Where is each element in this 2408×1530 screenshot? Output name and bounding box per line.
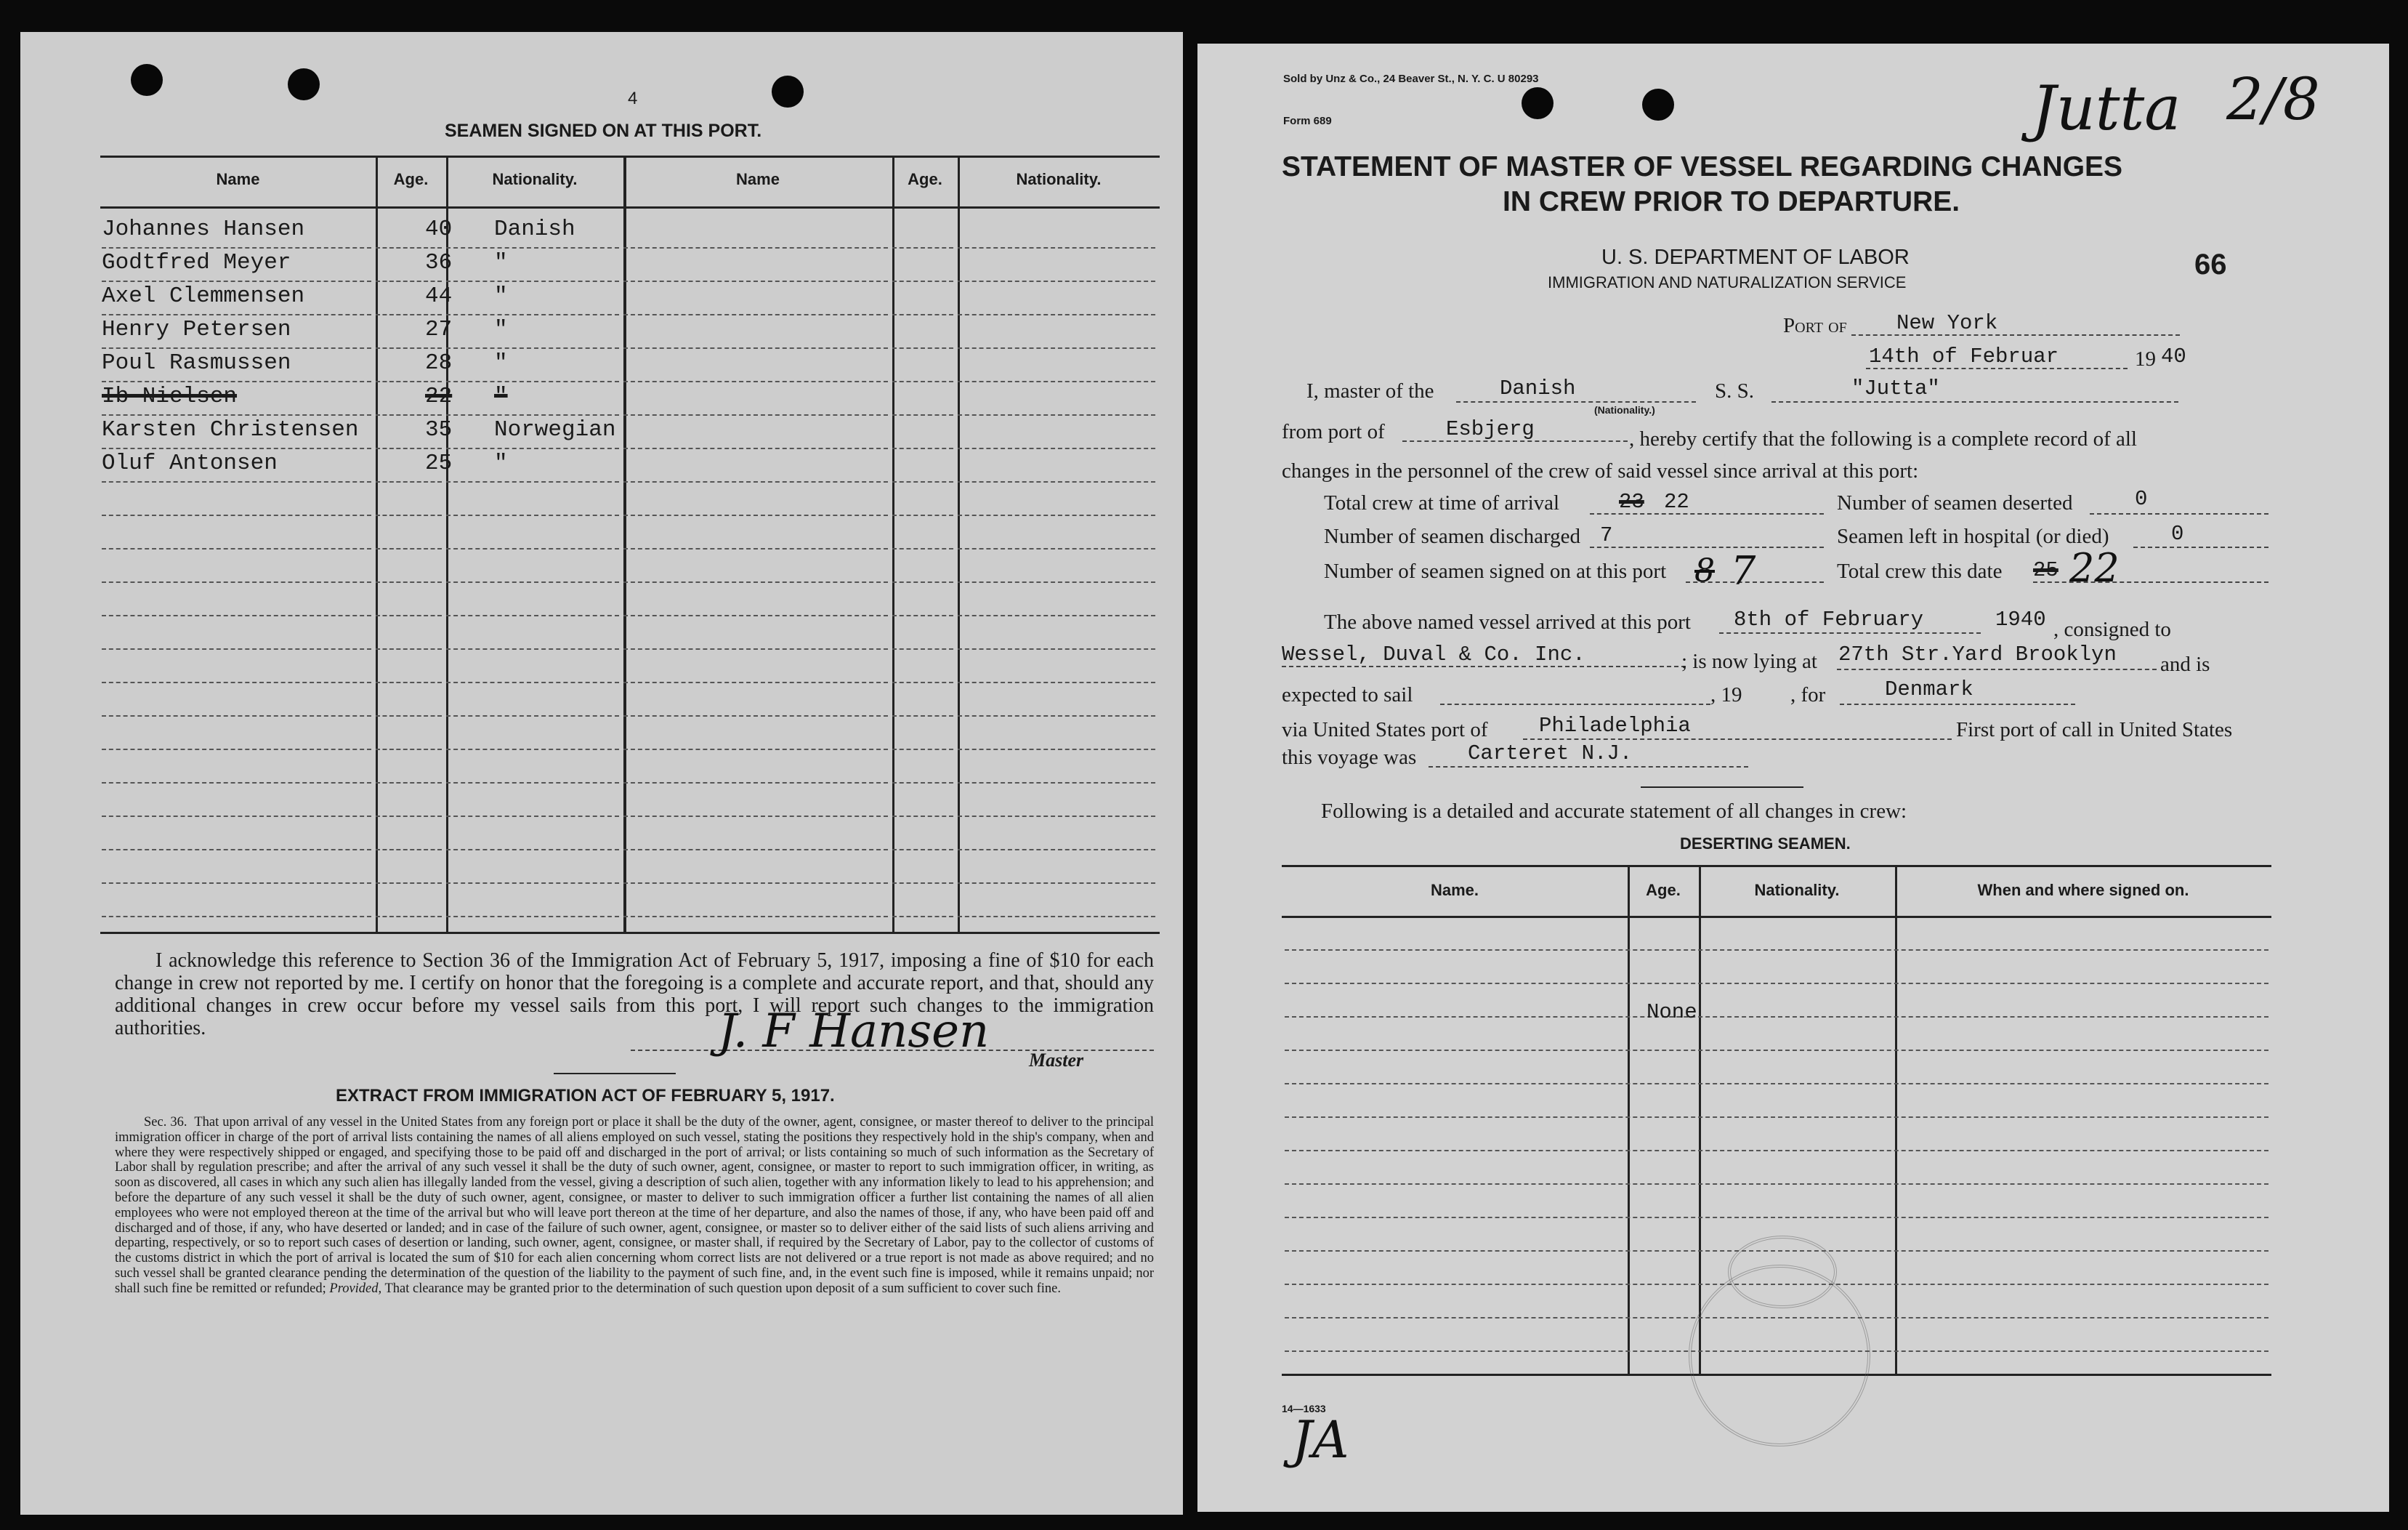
crew-name: Oluf Antonsen: [102, 451, 278, 476]
crew-age: 35: [425, 417, 453, 443]
row-rule: [376, 816, 442, 817]
form-title-2: IN CREW PRIOR TO DEPARTURE.: [1503, 186, 1960, 217]
port-value: New York: [1896, 311, 1998, 335]
row-rule: [446, 515, 619, 516]
total-this-date-label: Total crew this date: [1837, 560, 2003, 583]
crew-name: Karsten Christensen: [102, 417, 359, 443]
voyage-line: [1429, 766, 1748, 768]
row-rule: [446, 648, 619, 650]
row-rule: [958, 314, 1155, 315]
handwritten-ship-name: Jutta: [2032, 73, 2181, 144]
extract-text: [115, 1115, 1154, 1297]
row-rule: [892, 715, 953, 717]
row-rule: [892, 448, 953, 449]
row-rule: [958, 247, 1155, 249]
via-line: [1523, 738, 1952, 740]
port-label: Port of: [1783, 314, 1847, 337]
total-crew-arrival-struck: 23: [1619, 490, 1644, 514]
date-value: 14th of Februar: [1869, 345, 2059, 369]
row-rule: [958, 347, 1155, 349]
row-rule: [958, 882, 1155, 884]
row-rule: [892, 916, 953, 917]
table-divider: [1895, 865, 1897, 1374]
for-value: Denmark: [1885, 677, 1973, 701]
row-rule: [892, 347, 953, 349]
acknowledgement: I acknowledge this reference to Section 36 of the Immigration Act of February 5, 1917, imposing a fine of $10 for each change in crew not reported by me. I certify on honor that the foregoing is a complete and accurate report, and that, should any additional changes in crew occur before my vessel sails from this port, I will report such changes to the immigration authorities.: [115, 949, 1154, 1039]
row-rule: [958, 916, 1155, 917]
crew-nationality: Danish: [494, 217, 575, 242]
hospital-label: Seamen left in hospital (or died): [1837, 525, 2109, 548]
row-rule: [623, 448, 888, 449]
crew-nationality: Norwegian: [494, 417, 616, 443]
count-line: [2133, 547, 2268, 548]
row-rule: [623, 782, 888, 784]
row-rule: [1285, 949, 2268, 951]
row-rule: [1285, 1016, 2268, 1018]
row-rule: [892, 481, 953, 483]
initials: JA: [1292, 1410, 1349, 1470]
row-rule: [958, 381, 1155, 382]
row-rule: [102, 749, 371, 750]
crew-row: [102, 214, 639, 247]
master-label: Master: [1029, 1050, 1084, 1071]
row-rule: [376, 581, 442, 583]
row-rule: [958, 548, 1155, 549]
via-label: via United States port of: [1282, 718, 1488, 741]
row-rule: [376, 481, 442, 483]
row-rule: [1285, 1150, 2268, 1151]
row-rule: [1285, 1217, 2268, 1218]
row-rule: [1285, 1083, 2268, 1084]
col-age-2: Age.: [908, 170, 942, 188]
lying-label: ; is now lying at: [1681, 650, 1817, 673]
consigned-label: , consigned to: [2053, 618, 2171, 641]
count-line: [1590, 547, 1824, 548]
crew-age: 22: [425, 384, 453, 409]
row-rule: [892, 849, 953, 850]
lying-line: [1837, 669, 2157, 670]
row-rule: [446, 682, 619, 683]
nationality-caption: (Nationality.): [1594, 404, 1655, 416]
row-rule: [892, 414, 953, 416]
row-rule: [958, 849, 1155, 850]
total-crew-arrival-label: Total crew at time of arrival: [1324, 491, 1560, 515]
punch-hole: [131, 64, 163, 96]
extract-tail: That clearance may be granted prior to the determination of such question upon deposit of a sum sufficient to cover such fine.: [384, 1281, 1061, 1296]
row-rule: [958, 816, 1155, 817]
table-rule: [100, 206, 1160, 209]
signed-on-struck: 8: [1694, 552, 1715, 589]
row-rule: [892, 247, 953, 249]
crew-row: [102, 414, 639, 448]
row-rule: [892, 581, 953, 583]
row-rule: [446, 715, 619, 717]
for-line: [1840, 704, 2075, 705]
row-rule: [958, 682, 1155, 683]
crew-name: Johannes Hansen: [102, 217, 305, 242]
row-rule: [1285, 1116, 2268, 1118]
footer-code: 14—1633: [1282, 1403, 1326, 1414]
crew-row: [102, 314, 639, 347]
row-rule: [102, 849, 371, 850]
col-nationality: Nationality.: [492, 170, 578, 188]
row-rule: [102, 481, 371, 483]
row-rule: [958, 615, 1155, 616]
sail-line: [1440, 704, 1710, 705]
row-rule: [376, 749, 442, 750]
col-nationality-2: Nationality.: [1016, 170, 1102, 188]
desert-col-name: Name.: [1430, 881, 1479, 899]
row-rule: [958, 749, 1155, 750]
desert-col-nationality: Nationality.: [1754, 881, 1840, 899]
row-rule: [1285, 1183, 2268, 1185]
nationality-line: [1456, 401, 1696, 403]
row-rule: [623, 515, 888, 516]
col-age: Age.: [393, 170, 429, 188]
table-rule: [1282, 865, 2271, 867]
left-page: [20, 32, 1183, 1515]
row-rule: [892, 548, 953, 549]
from-port-label: from port of: [1282, 420, 1385, 443]
crew-nationality: ": [494, 283, 508, 309]
year-prefix: 19: [2135, 347, 2156, 371]
row-rule: [446, 816, 619, 817]
row-rule: [376, 882, 442, 884]
crew-nationality: ": [494, 451, 508, 476]
extract-provided: Provided,: [329, 1281, 382, 1296]
crew-age: 27: [425, 317, 453, 342]
deserted-label: Number of seamen deserted: [1837, 491, 2073, 515]
document-number: 66: [2194, 249, 2227, 281]
row-rule: [958, 581, 1155, 583]
row-rule: [623, 314, 888, 315]
certify-text: , hereby certify that the following is a complete record of all: [1629, 427, 2137, 451]
master-signature: J. F Hansen: [718, 1004, 990, 1058]
row-rule: [892, 749, 953, 750]
ship-name: "Jutta": [1851, 377, 1940, 400]
none-entry: None: [1647, 1000, 1697, 1024]
crew-row: [102, 247, 639, 281]
row-rule: [623, 381, 888, 382]
row-rule: [623, 648, 888, 650]
row-rule: [892, 882, 953, 884]
row-rule: [446, 548, 619, 549]
crew-row: [102, 448, 639, 481]
crew-age: 40: [425, 217, 453, 242]
table-rule: [100, 156, 1160, 158]
row-rule: [446, 916, 619, 917]
ship-line: [1771, 401, 2178, 403]
row-rule: [1285, 1050, 2268, 1051]
row-rule: [446, 782, 619, 784]
row-rule: [958, 448, 1155, 449]
ss-label: S. S.: [1715, 379, 1755, 403]
row-rule: [102, 682, 371, 683]
vessel-nationality: Danish: [1500, 377, 1576, 400]
table-divider: [1699, 865, 1701, 1374]
certify-text-2: changes in the personnel of the crew of said vessel since arrival at this port:: [1282, 459, 1919, 483]
count-line: [2033, 581, 2268, 583]
row-rule: [623, 481, 888, 483]
row-rule: [892, 682, 953, 683]
arrived-year: 1940: [1995, 608, 2046, 632]
and-is: and is: [2160, 653, 2210, 676]
desert-col-age: Age.: [1646, 881, 1681, 899]
total-crew-arrival-value: 22: [1664, 490, 1689, 514]
row-rule: [892, 816, 953, 817]
row-rule: [102, 615, 371, 616]
row-rule: [102, 715, 371, 717]
row-rule: [958, 414, 1155, 416]
punch-hole: [1642, 89, 1674, 121]
row-rule: [958, 515, 1155, 516]
col-name-2: Name: [736, 170, 780, 188]
punch-hole: [772, 76, 804, 108]
row-rule: [623, 682, 888, 683]
row-rule: [892, 381, 953, 382]
total-this-date-value: 22: [2069, 545, 2120, 591]
row-rule: [376, 715, 442, 717]
row-rule: [623, 281, 888, 282]
crew-age: 36: [425, 250, 453, 275]
row-rule: [376, 916, 442, 917]
row-rule: [446, 615, 619, 616]
row-rule: [102, 648, 371, 650]
divider: [1641, 786, 1803, 788]
service: IMMIGRATION AND NATURALIZATION SERVICE: [1548, 273, 1907, 291]
crew-nationality: ": [494, 250, 508, 275]
crew-age: 28: [425, 350, 453, 376]
count-line: [2090, 513, 2268, 515]
page-number: 4: [628, 89, 638, 108]
hospital-value: 0: [2171, 522, 2184, 546]
row-rule: [102, 916, 371, 917]
row-rule: [623, 414, 888, 416]
form-number: Form 689: [1283, 115, 1332, 127]
row-rule: [376, 849, 442, 850]
crew-age: 44: [425, 283, 453, 309]
lying-value: 27th Str.Yard Brooklyn: [1838, 643, 2117, 667]
stamp: [1728, 1236, 1837, 1308]
for-label: , for: [1790, 683, 1826, 706]
crew-name: Ib Nielsen: [102, 384, 238, 409]
row-rule: [376, 682, 442, 683]
punch-hole: [1522, 87, 1554, 119]
col-name: Name: [216, 170, 260, 188]
voyage-label: this voyage was: [1282, 746, 1417, 769]
signed-on-label: Number of seamen signed on at this port: [1324, 560, 1667, 583]
right-page: [1197, 44, 2389, 1512]
crew-name: Henry Petersen: [102, 317, 291, 342]
punch-hole: [288, 68, 320, 100]
year-value: 40: [2161, 345, 2186, 369]
crew-name: Godtfred Meyer: [102, 250, 291, 275]
arrived-value: 8th of February: [1734, 608, 1924, 632]
row-rule: [376, 648, 442, 650]
deserted-value: 0: [2135, 487, 2148, 511]
from-port-value: Esbjerg: [1446, 417, 1535, 441]
row-rule: [446, 749, 619, 750]
row-rule: [376, 782, 442, 784]
row-rule: [892, 314, 953, 315]
department: U. S. DEPARTMENT OF LABOR: [1601, 246, 1910, 269]
extract-body: That upon arrival of any vessel in the United States from any foreign port or place it shall be the duty of the owner, agent, consignee, or master thereof to deliver to the principal immigration officer in charge of the port of arrival lists containing the names of all aliens employed on such vessel, stating the positions they respectively hold in the ship's company, when and where they were respectively shipped or engaged, and specifying those to be paid off and discharged in the port of arrival; or lists containing so much of such information as the Secretary of Labor shall by regulation prescribe; and after the arrival of any such vessel it shall be the duty of such owner, agent, consignee, or master to report to such immigration officer, in writing, as soon as discovered, all cases in which any such alien has illegally landed from the vessel, giving a description of such alien, together with any information likely to lead to his apprehension; and before the departure of any such vessel it shall be the duty of such owner, agent, consignee, or master to deliver to such immigration officer a further list containing the names of all alien employees who were not employed thereon at the time of the arrival but who will leave port thereon at the time of her departure, and also the names of those, if any, who have been paid off and discharged and of those, if any, who have deserted or landed; and in case of the failure of such owner, agent, consignee, or master so to deliver either of the said lists of such aliens arriving and departing, respectively, or so to report such cases of desertion or landing, such owner, agent, consignee, or master shall, if required by the Secretary of Labor, pay to the collector of customs of the customs district in which the port of arrival is located the sum of $10 for each alien concerning whom correct lists are not delivered or a true report is not made as above required; and no such vessel shall be granted clearance pending the determination of the question of the liability to the payment of such fine, and, in the event such fine is imposed, while it remains unpaid; nor shall such fine be remitted or refunded;: [115, 1115, 1154, 1296]
voyage-value: Carteret N.J.: [1468, 741, 1633, 765]
row-rule: [102, 816, 371, 817]
discharged-value: 7: [1600, 523, 1613, 547]
row-rule: [623, 247, 888, 249]
row-rule: [623, 882, 888, 884]
row-rule: [623, 715, 888, 717]
discharged-label: Number of seamen discharged: [1324, 525, 1580, 548]
deserting-title: DESERTING SEAMEN.: [1680, 834, 1851, 853]
signed-on-value: 7: [1731, 548, 1756, 594]
extract-title: EXTRACT FROM IMMIGRATION ACT OF FEBRUARY 5, 1917.: [336, 1086, 835, 1106]
crew-name: Axel Clemmensen: [102, 283, 305, 309]
crew-nationality: ": [494, 350, 508, 376]
crew-age: 25: [425, 451, 453, 476]
arrived-line: [1719, 632, 1981, 634]
row-rule: [102, 782, 371, 784]
row-rule: [623, 916, 888, 917]
row-rule: [446, 481, 619, 483]
crew-row: [102, 347, 639, 381]
crew-name: Poul Rasmussen: [102, 350, 291, 376]
total-this-date-struck: 25: [2033, 558, 2058, 582]
divider: [554, 1073, 676, 1074]
row-rule: [102, 581, 371, 583]
row-rule: [102, 515, 371, 516]
row-rule: [446, 882, 619, 884]
row-rule: [623, 581, 888, 583]
row-rule: [623, 347, 888, 349]
row-rule: [446, 849, 619, 850]
row-rule: [376, 515, 442, 516]
extract-sec: Sec. 36.: [144, 1115, 187, 1130]
sail-label: expected to sail: [1282, 683, 1413, 706]
row-rule: [376, 548, 442, 549]
row-rule: [892, 782, 953, 784]
row-rule: [1285, 983, 2268, 984]
handwritten-number: 2/8: [2226, 65, 2320, 133]
table-rule: [1282, 916, 2271, 918]
row-rule: [102, 882, 371, 884]
row-rule: [958, 281, 1155, 282]
row-rule: [892, 648, 953, 650]
following-text: Following is a detailed and accurate statement of all changes in crew:: [1321, 800, 1907, 823]
arrived-label: The above named vessel arrived at this port: [1324, 611, 1691, 634]
printer-line: Sold by Unz & Co., 24 Beaver St., N. Y. C. U 80293: [1283, 73, 1539, 85]
row-rule: [376, 615, 442, 616]
row-rule: [892, 515, 953, 516]
crew-nationality: ": [494, 384, 508, 409]
master-of-label: I, master of the: [1306, 379, 1434, 403]
crew-row: [102, 381, 639, 414]
row-rule: [623, 816, 888, 817]
sail-year: , 19: [1710, 683, 1742, 706]
via-value: Philadelphia: [1539, 714, 1691, 738]
row-rule: [892, 281, 953, 282]
row-rule: [958, 648, 1155, 650]
consignee: Wessel, Duval & Co. Inc.: [1282, 643, 1585, 667]
table-divider: [1628, 865, 1630, 1374]
row-rule: [958, 715, 1155, 717]
row-rule: [958, 481, 1155, 483]
signed-on-title: SEAMEN SIGNED ON AT THIS PORT.: [445, 121, 762, 141]
crew-row: [102, 281, 639, 314]
table-bottom-rule: [100, 932, 1160, 934]
first-port-label: First port of call in United States: [1956, 718, 2233, 741]
row-rule: [102, 548, 371, 549]
row-rule: [623, 548, 888, 549]
form-title-1: STATEMENT OF MASTER OF VESSEL REGARDING CHANGES: [1282, 151, 2123, 182]
row-rule: [958, 782, 1155, 784]
row-rule: [623, 615, 888, 616]
desert-col-when-where: When and where signed on.: [1977, 881, 2189, 899]
row-rule: [892, 615, 953, 616]
row-rule: [623, 849, 888, 850]
row-rule: [623, 749, 888, 750]
row-rule: [446, 581, 619, 583]
crew-nationality: ": [494, 317, 508, 342]
